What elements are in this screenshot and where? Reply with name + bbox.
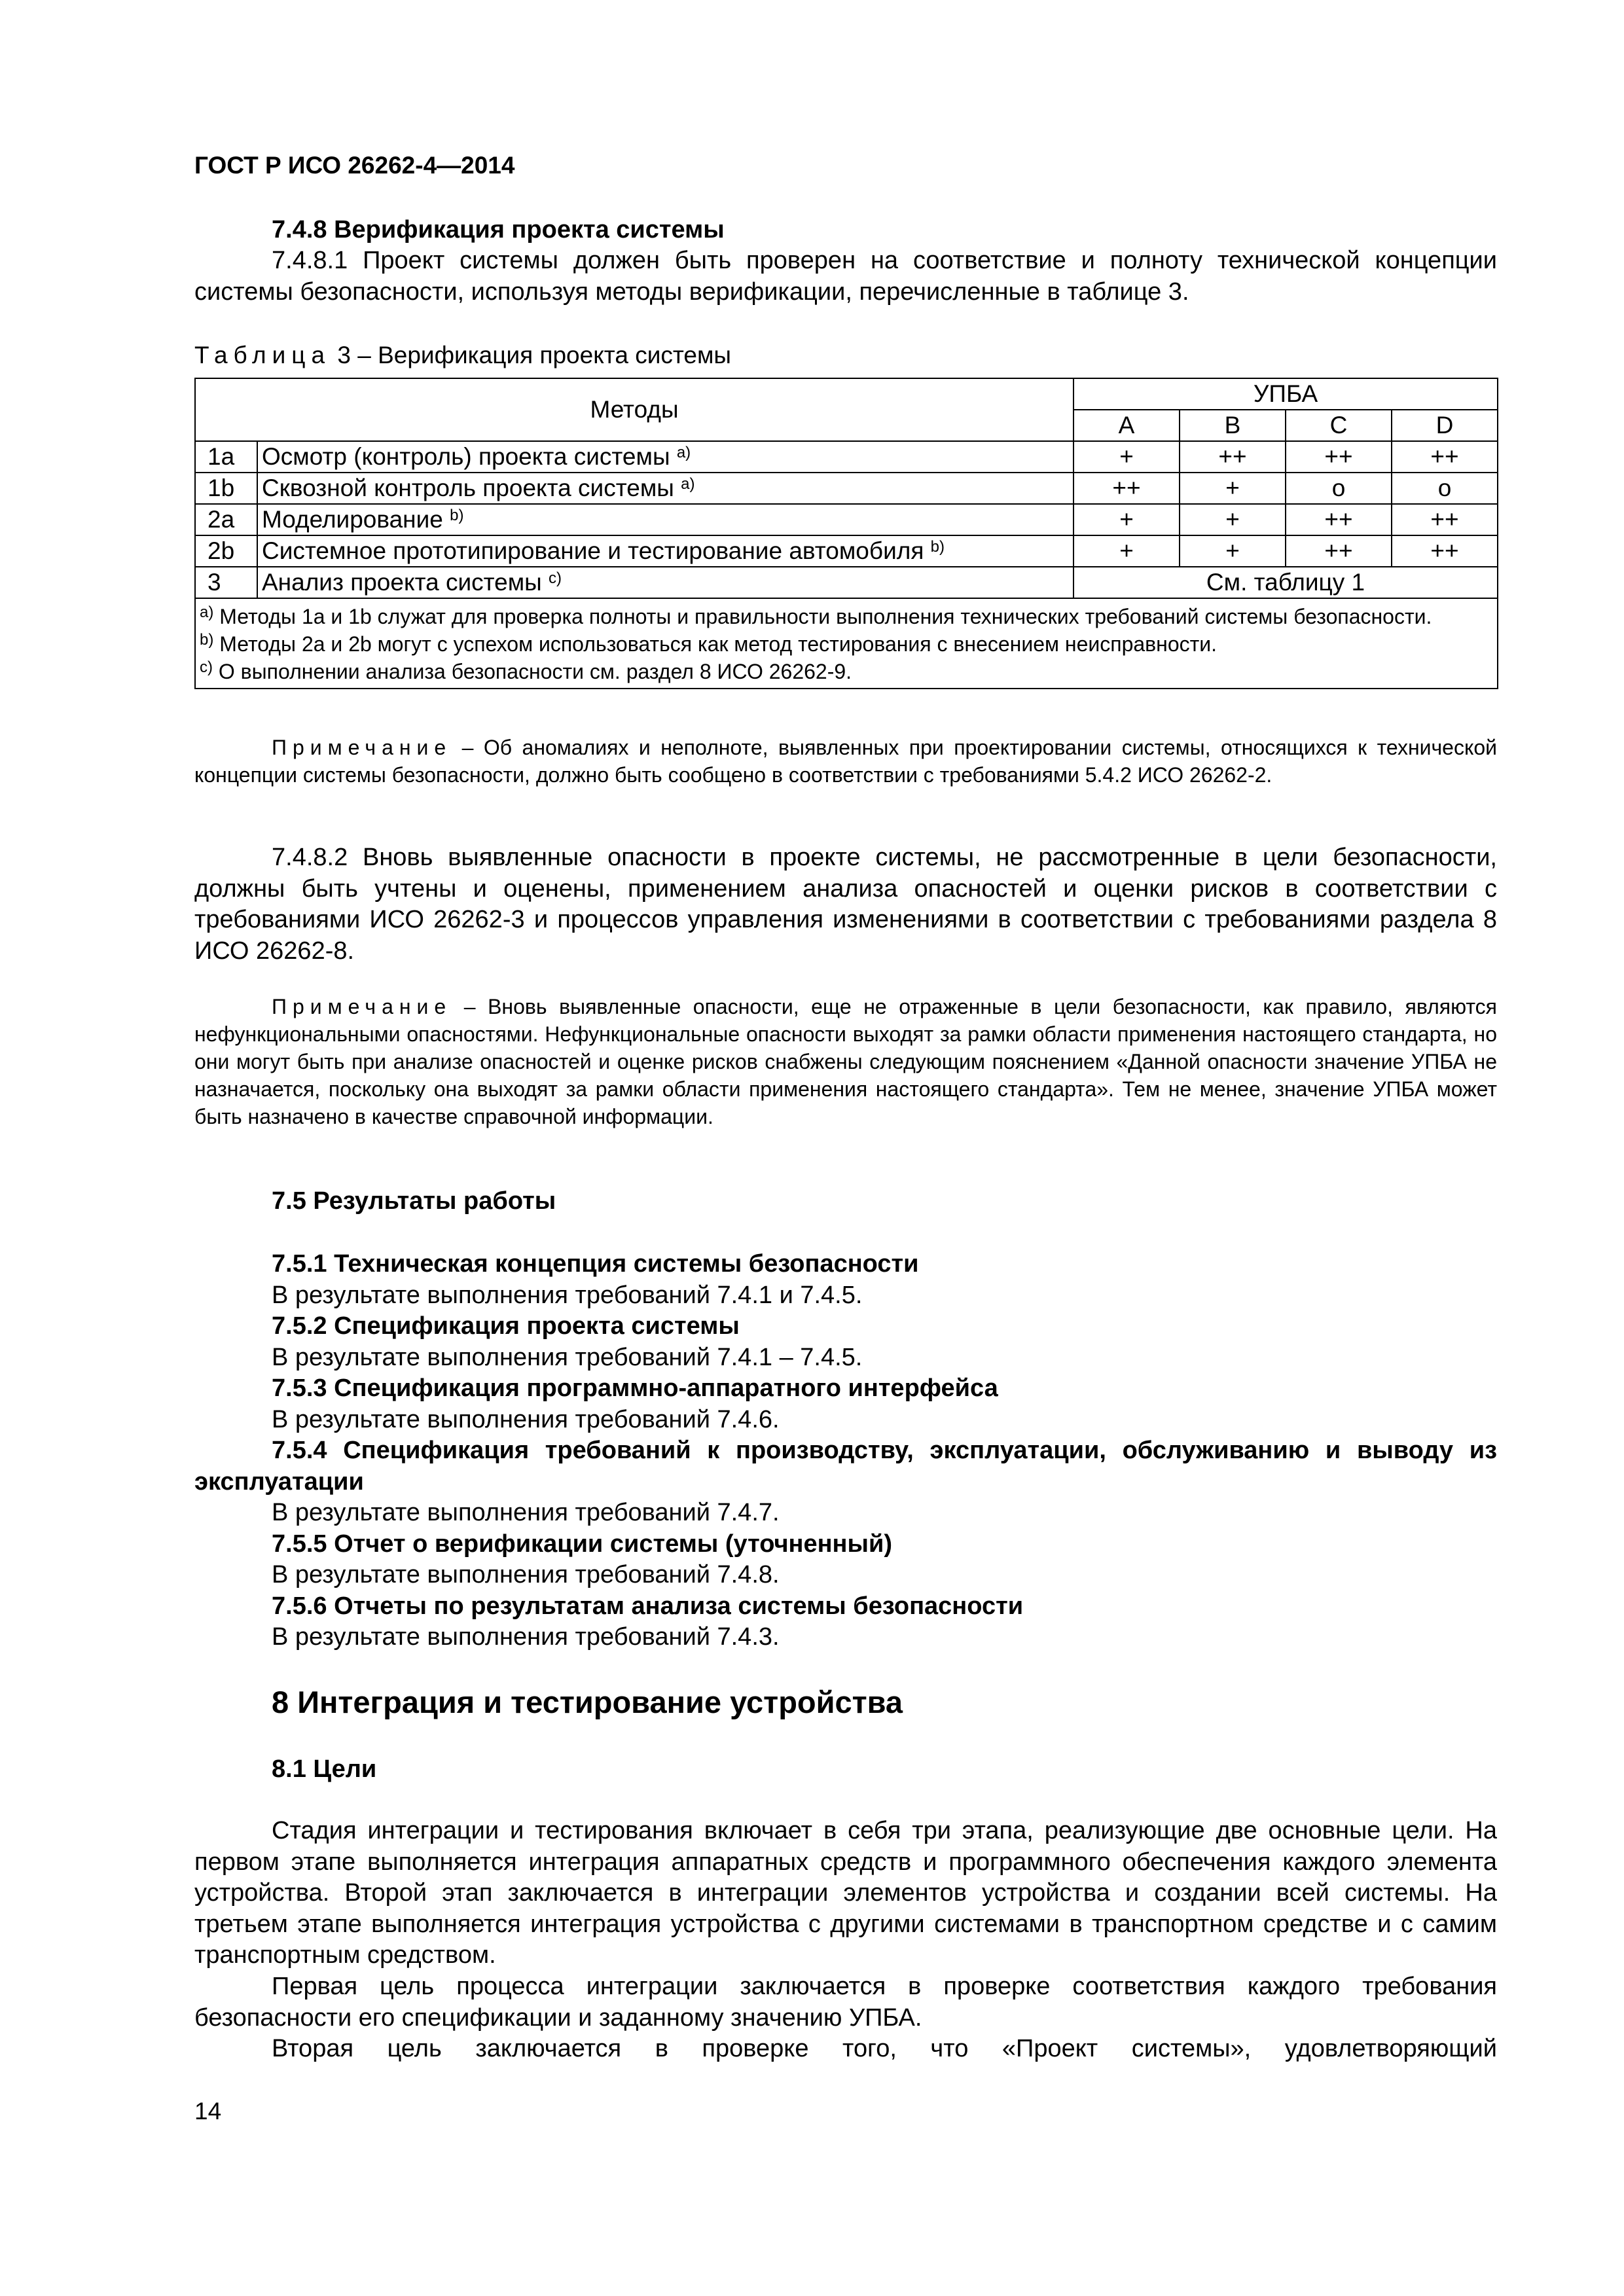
header-methods: Методы [195, 378, 1074, 441]
method-text: Осмотр (контроль) проекта системы [262, 443, 670, 470]
cell-level-d: o [1392, 473, 1498, 504]
cell-level-c: ++ [1286, 504, 1392, 535]
paragraph-7-4-8-1: 7.4.8.1 Проект системы должен быть проверен на соответствие и полноту технической концепции системы безопасности, используя методы верификации, перечисленные в таблице 3. [194, 247, 1497, 306]
cell-level-b: + [1180, 535, 1286, 567]
cell-level-c: ++ [1286, 535, 1392, 567]
section-heading-7-5: 7.5 Результаты работы [272, 1187, 556, 1215]
note-text: – Об аномалиях и неполноте, выявленных при проектировании системы, относящихся к технической концепции системы безопасности, должно быть сообщено в соответствии с требованиями 5.4.2 ИСО 26262-2. [194, 736, 1498, 787]
table-footnotes-row [195, 598, 1498, 689]
footnote-ref: a) [681, 475, 695, 493]
paragraph-7-4-8-2: 7.4.8.2 Вновь выявленные опасности в проекте системы, не рассмотренные в цели безопасности, должны быть учтены и оценены, применением анализа опасностей и оценки рисков в соответствии с требованиями ИСО 26262-3 и процессов управления изменениями в соответствии с требованиями раздела 8 ИСО 26262-8. [194, 844, 1497, 965]
table-row [195, 504, 1498, 535]
footnote-ref: b) [450, 507, 464, 524]
note-1 [194, 734, 1497, 789]
row-number: 1a [195, 441, 257, 473]
cell-level-c: o [1286, 473, 1392, 504]
note-label: Примечание [272, 736, 452, 759]
row-number: 3 [195, 567, 257, 598]
footnote-b [200, 630, 1493, 658]
table-caption [194, 342, 731, 369]
row-method [257, 535, 1074, 567]
row-method [257, 473, 1074, 504]
result-title: 7.5.3 Спецификация программно-аппаратного интерфейса [272, 1374, 998, 1402]
page-number: 14 [194, 2098, 222, 2125]
result-title: 7.5.1 Техническая концепция системы безопасности [272, 1250, 919, 1278]
footnote-text: О выполнении анализа безопасности см. раздел 8 ИСО 26262-9. [218, 660, 852, 683]
note-label: Примечание [272, 995, 452, 1018]
section-heading-8: 8 Интеграция и тестирование устройства [272, 1685, 903, 1719]
note-2 [194, 993, 1497, 1130]
table-row [195, 441, 1498, 473]
row-number: 1b [195, 473, 257, 504]
row-method [257, 441, 1074, 473]
cell-level-d: ++ [1392, 441, 1498, 473]
method-text: Анализ проекта системы [262, 569, 542, 596]
cell-level-a: + [1074, 441, 1180, 473]
footnote-mark: a) [200, 603, 214, 621]
table-caption-title: 3 – Верификация проекта системы [337, 342, 732, 368]
footnote-text: Методы 2a и 2b могут с успехом использоваться как метод тестирования с внесением неисправности. [219, 632, 1218, 656]
method-text: Сквозной контроль проекта системы [262, 475, 674, 501]
header-level-c: C [1286, 410, 1392, 441]
paragraph-8-1-a: Стадия интеграции и тестирования включает в себя три этапа, реализующие две основные цели. На первом этапе выполняется интеграция аппаратных средств и программного обеспечения каждого элемента устройства. Второй этап заключается в интеграции элементов устройства и создании всей системы. На третьем этапе выполняется интеграция устройства с другими системами в транспортном средстве и с самим транспортным средством. [194, 1817, 1497, 1969]
row-method [257, 567, 1074, 598]
result-text: В результате выполнения требований 7.4.1 и 7.4.5. [272, 1281, 863, 1309]
cell-level-a: + [1074, 535, 1180, 567]
result-text: В результате выполнения требований 7.4.8. [272, 1561, 780, 1588]
document-page [194, 0, 1497, 2296]
footnote-mark: c) [200, 658, 213, 676]
result-text: В результате выполнения требований 7.4.3. [272, 1623, 780, 1651]
method-text: Системное прототипирование и тестирование автомобиля [262, 537, 924, 564]
result-title: 7.5.6 Отчеты по результатам анализа системы безопасности [272, 1592, 1024, 1620]
cell-level-b: + [1180, 504, 1286, 535]
footnote-ref: a) [676, 444, 691, 461]
row-number: 2b [195, 535, 257, 567]
footnote-ref: c) [549, 569, 562, 587]
footnote-c [200, 658, 1493, 685]
footnote-text: Методы 1a и 1b служат для проверка полноты и правильности выполнения технических требований системы безопасности. [219, 605, 1432, 628]
result-title: 7.5.2 Спецификация проекта системы [272, 1312, 740, 1340]
cell-level-a: + [1074, 504, 1180, 535]
method-text: Моделирование [262, 506, 443, 533]
document-header: ГОСТ Р ИСО 26262-4—2014 [194, 152, 515, 179]
cell-level-b: ++ [1180, 441, 1286, 473]
cell-level-d: ++ [1392, 504, 1498, 535]
result-title: 7.5.4 Спецификация требований к производству, эксплуатации, обслуживанию и выводу из эксплуатации [194, 1437, 1497, 1496]
table-footnotes [195, 598, 1498, 689]
header-level-a: A [1074, 410, 1180, 441]
row-method [257, 504, 1074, 535]
header-asil: УПБА [1074, 378, 1498, 410]
row-number: 2a [195, 504, 257, 535]
cell-level-a: ++ [1074, 473, 1180, 504]
note-text: – Вновь выявленные опасности, еще не отраженные в цели безопасности, как правило, являются нефункциональными опасностями. Нефункциональные опасности выходят за рамки области применения настоящего стандарта, но они могут быть при анализе опасностей и оценке рисков снабжены следующим пояснением «Данной опасности значение УПБА не назначается, поскольку она выходят за рамки области применения настоящего стандарта». Тем не менее, значение УПБА может быть назначено в качестве справочной информации. [194, 995, 1498, 1128]
cell-level-b: + [1180, 473, 1286, 504]
section-heading-7-4-8: 7.4.8 Верификация проекта системы [272, 216, 725, 243]
table-row [195, 567, 1498, 598]
header-level-d: D [1392, 410, 1498, 441]
footnote-mark: b) [200, 631, 214, 649]
section-heading-8-1: 8.1 Цели [272, 1755, 377, 1783]
footnote-ref: b) [930, 538, 945, 556]
header-level-b: B [1180, 410, 1286, 441]
table-row [195, 473, 1498, 504]
result-text: В результате выполнения требований 7.4.6. [272, 1405, 780, 1433]
table-header-row [195, 378, 1498, 410]
result-title: 7.5.5 Отчет о верификации системы (уточненный) [272, 1530, 892, 1558]
work-results-list [194, 1249, 1497, 1653]
merged-cell-see-table-1: См. таблицу 1 [1074, 567, 1498, 598]
cell-level-d: ++ [1392, 535, 1498, 567]
table-caption-label: Таблица [194, 342, 331, 368]
footnote-a [200, 603, 1493, 630]
result-text: В результате выполнения требований 7.4.7. [272, 1499, 780, 1526]
table-row [195, 535, 1498, 567]
result-text: В результате выполнения требований 7.4.1 – 7.4.5. [272, 1343, 863, 1371]
paragraph-8-1-c: Вторая цель заключается в проверке того, что «Проект системы», удовлетворяющий [272, 2035, 1497, 2062]
cell-level-c: ++ [1286, 441, 1392, 473]
paragraph-8-1-b: Первая цель процесса интеграции заключается в проверке соответствия каждого требования безопасности его спецификации и заданному значению УПБА. [194, 1973, 1497, 2032]
verification-methods-table [194, 378, 1498, 689]
